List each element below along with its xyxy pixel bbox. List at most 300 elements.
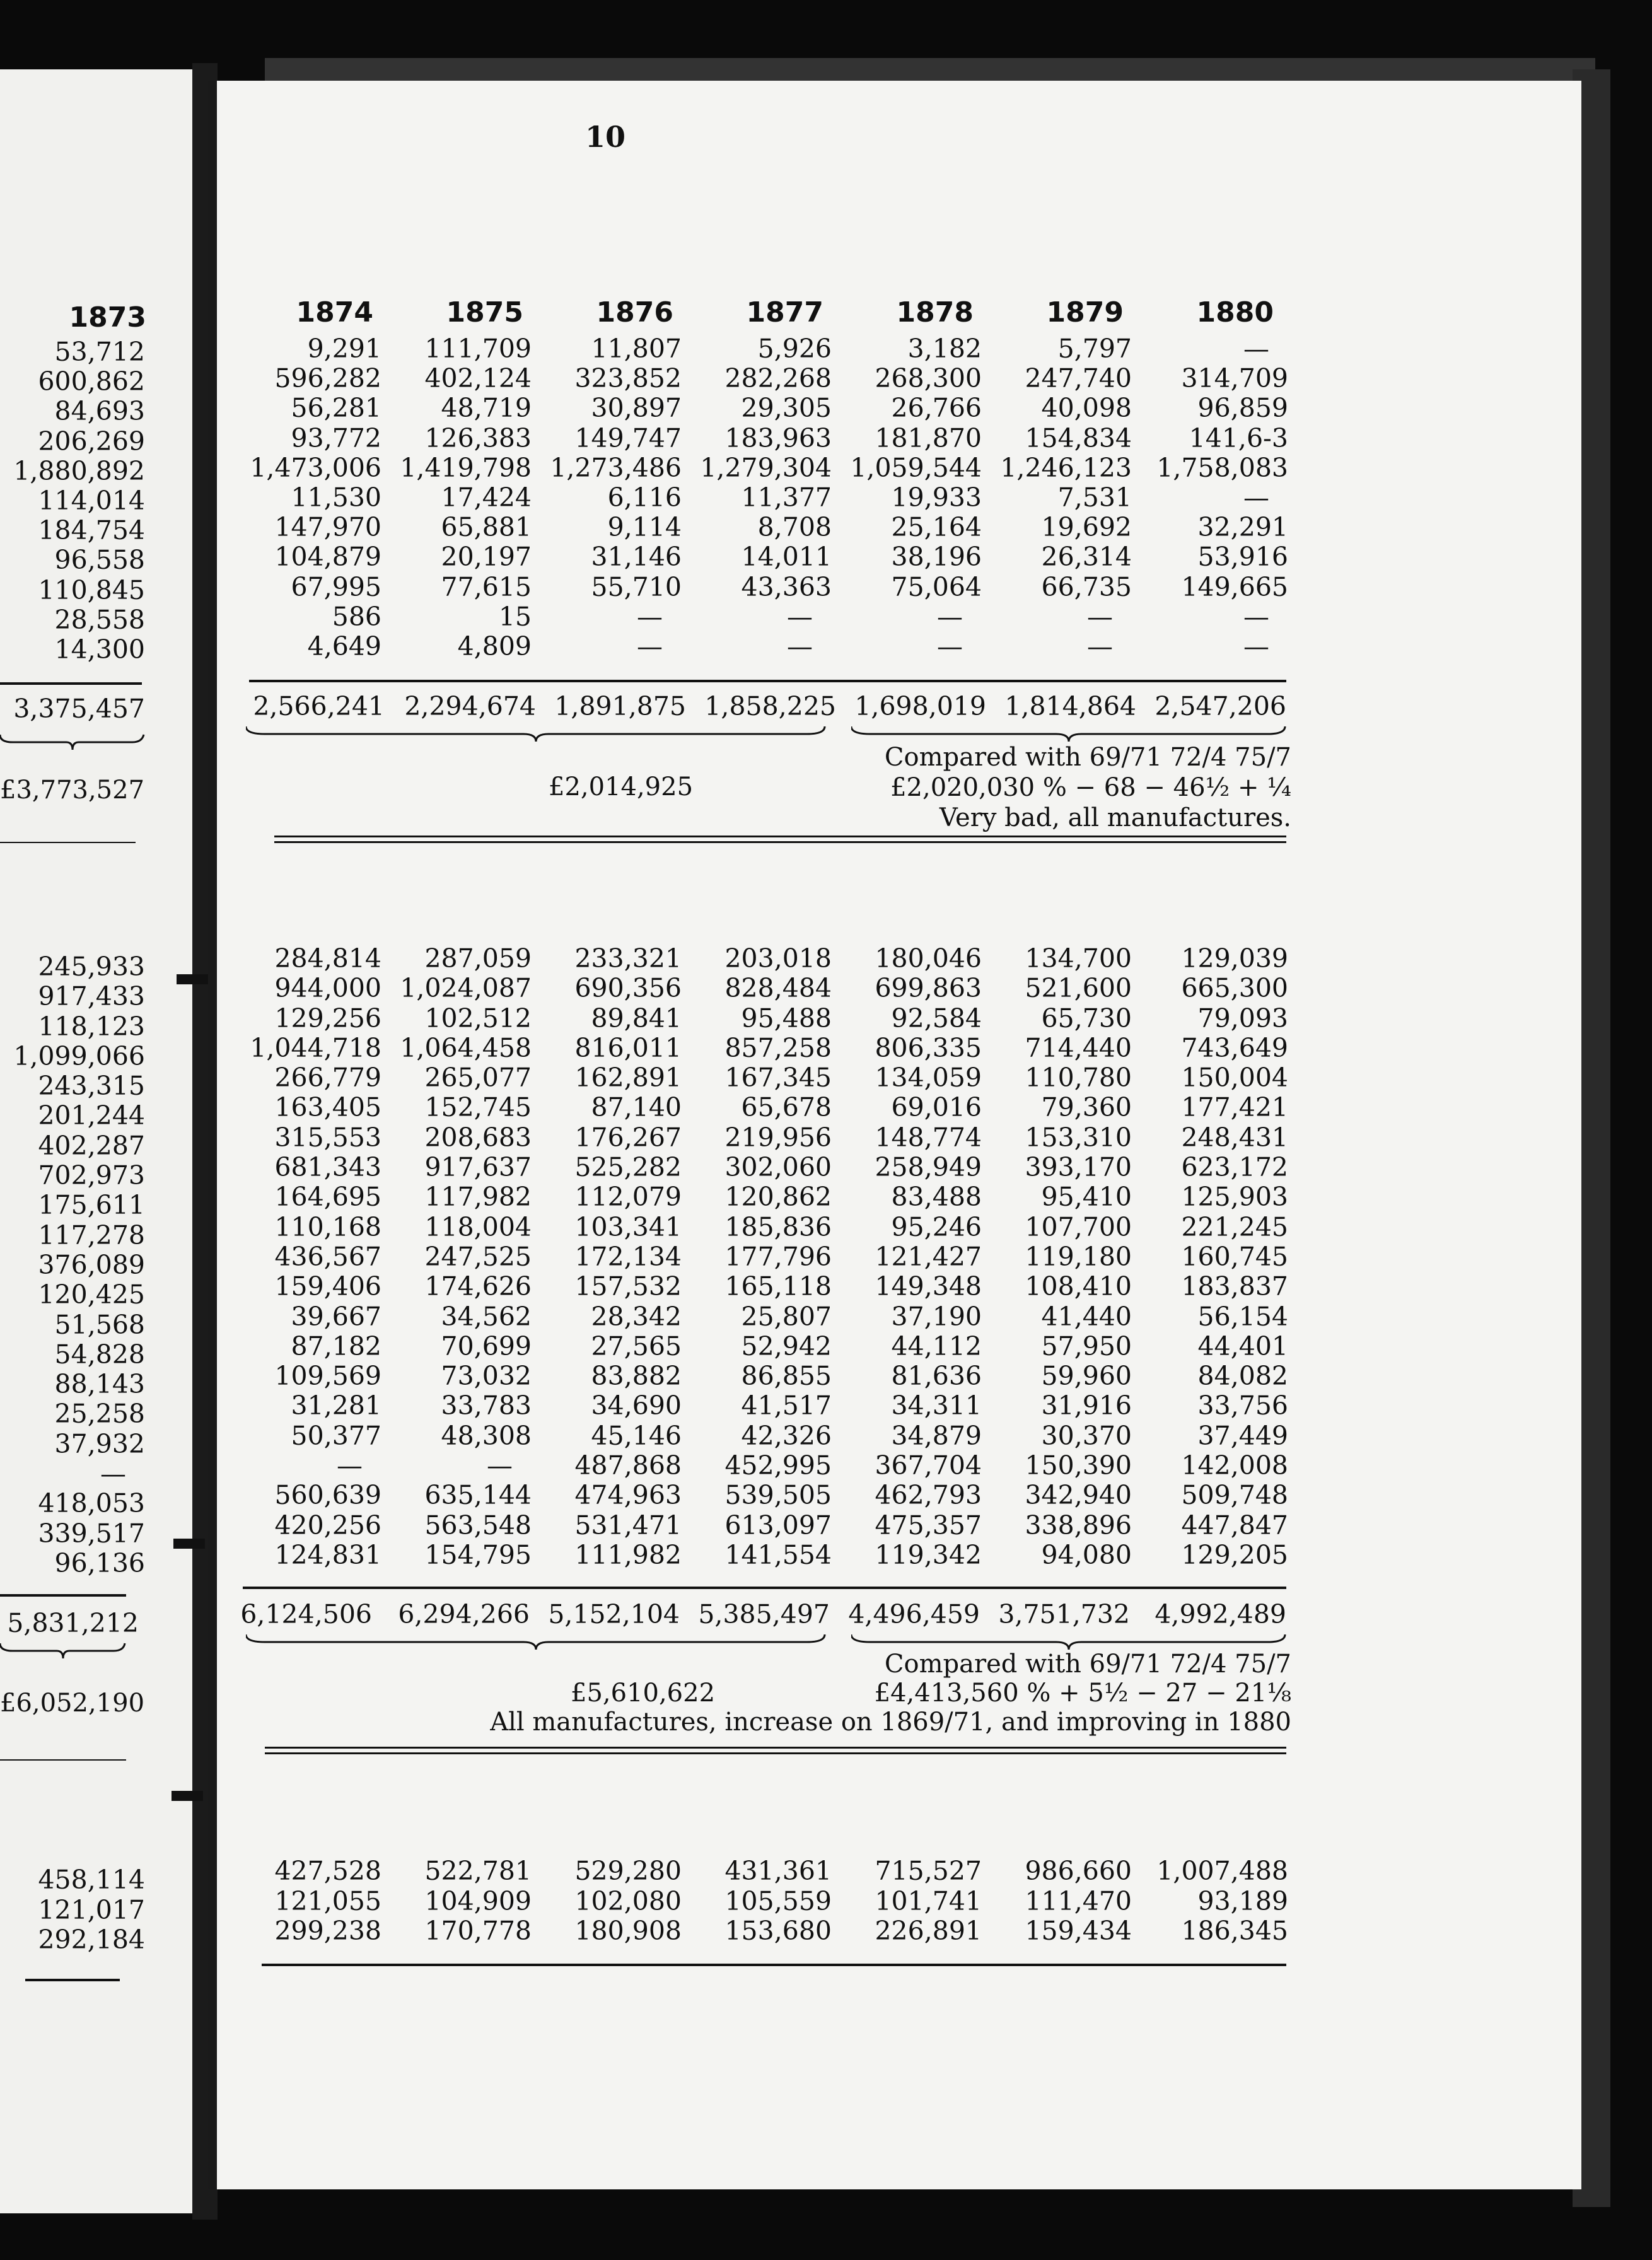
table-cell: 221,245 [1181,1211,1288,1242]
table-cell: — [337,1450,363,1481]
table-cell: 284,814 [274,943,381,974]
table-cell: 152,745 [424,1092,532,1123]
column-1875 [399,1856,532,1947]
table-cell: 38,196 [891,542,982,573]
table-cell: 51,568 [54,1309,145,1340]
closing-rule [25,1979,120,1981]
sum-rule [0,682,142,685]
group-brace [0,733,145,751]
table-cell: 26,314 [1041,542,1132,573]
table-cell: 75,064 [891,571,982,602]
table-cell: 1,059,544 [850,452,982,483]
table-cell: 539,505 [724,1480,832,1511]
table-cell: — [637,601,663,632]
table-cell: 531,471 [574,1510,682,1541]
table-cell: 108,410 [1025,1271,1132,1302]
total-1877-s1: 1,858,225 [704,691,836,721]
table-cell: 27,565 [591,1331,682,1361]
table-cell: 40,098 [1041,393,1132,424]
table-cell: 159,434 [1025,1916,1132,1946]
table-cell: 1,419,798 [400,452,532,483]
column-1880 [1156,944,1288,1570]
total-1880-s1: 2,547,206 [1155,691,1286,721]
table-cell: 37,932 [54,1428,145,1459]
table-cell: 33,783 [441,1390,532,1421]
table-cell: 635,144 [424,1480,532,1511]
table-cell: 56,154 [1197,1301,1288,1332]
table-cell: 134,059 [875,1063,982,1093]
table-cell: 31,281 [291,1390,381,1421]
page-top-edge [265,58,1595,81]
table-cell: 69,016 [891,1092,982,1123]
table-cell: 586 [332,601,381,632]
table-cell: 681,343 [274,1152,381,1183]
table-cell: 282,268 [724,363,832,394]
table-cell: 806,335 [875,1032,982,1063]
year-header-1875: 1875 [446,296,523,329]
table-cell: 1,024,087 [400,973,532,1004]
table-cell: 95,410 [1041,1182,1132,1213]
column-1879 [999,944,1132,1570]
table-cell: 248,431 [1181,1122,1288,1153]
table-cell: 163,405 [274,1092,381,1123]
table-cell: 55,710 [591,571,682,602]
table-cell: 28,342 [591,1301,682,1332]
table-cell: — [100,1459,126,1489]
table-cell: 28,558 [54,604,145,635]
table-cell: 177,421 [1181,1092,1288,1123]
table-cell: 1,279,304 [700,452,832,483]
section-divider [0,1759,126,1761]
table-cell: 154,834 [1025,422,1132,453]
table-cell: 159,406 [274,1271,381,1302]
table-cell: 53,916 [1197,542,1288,573]
column-1875 [399,334,532,661]
table-cell: 34,690 [591,1390,682,1421]
table-cell: 117,278 [38,1220,145,1250]
table-cell: 376,089 [38,1249,145,1280]
table-cell: 104,909 [424,1885,532,1916]
table-cell: 11,807 [591,334,682,364]
table-cell: 96,859 [1197,393,1288,424]
table-cell: 56,281 [291,393,381,424]
table-cell: — [787,631,813,661]
table-cell: 183,963 [724,422,832,453]
table-cell: 126,383 [424,422,532,453]
table-cell: 89,841 [591,1003,682,1034]
table-cell: 84,082 [1197,1361,1288,1392]
table-cell: 114,014 [38,485,145,516]
table-cell: 462,793 [875,1480,982,1511]
table-cell: 201,244 [38,1100,145,1131]
table-cell: 6,116 [607,482,682,513]
table-cell: 167,345 [724,1063,832,1093]
table-cell: 34,311 [891,1390,982,1421]
table-cell: 219,956 [724,1122,832,1153]
page-number: 10 [585,120,625,154]
sum-rule [0,1594,126,1597]
table-cell: 4,649 [307,631,381,661]
table-cell: 107,700 [1025,1211,1132,1242]
table-cell: 367,704 [875,1450,982,1481]
table-cell: 268,300 [875,363,982,394]
total-1879-s1: 1,814,864 [1004,691,1136,721]
year-header-1876: 1876 [596,296,673,329]
table-cell: 57,950 [1041,1331,1132,1361]
table-cell: 1,099,066 [13,1040,145,1071]
table-cell: 54,828 [54,1339,145,1370]
table-cell: 34,879 [891,1420,982,1451]
table-cell: 121,427 [875,1241,982,1272]
group-brace [246,1633,826,1651]
table-cell: 9,114 [607,512,682,543]
sum-rule [243,1587,1286,1589]
table-cell: 88,143 [54,1369,145,1400]
table-cell: 458,114 [38,1865,145,1895]
table-cell: 314,709 [1181,363,1288,394]
table-cell: 1,473,006 [250,452,381,483]
table-cell: 26,766 [891,393,982,424]
table-cell: 30,370 [1041,1420,1132,1451]
table-cell: — [1243,631,1269,661]
table-cell: 402,124 [424,363,532,394]
table-cell: 509,748 [1181,1480,1288,1511]
group-total-mid-s1: £2,014,925 [549,772,694,801]
table-cell: 247,525 [424,1241,532,1272]
table-cell: 917,433 [38,981,145,1012]
table-cell: — [937,601,963,632]
table-cell: 93,772 [291,422,381,453]
table-cell: 84,693 [54,396,145,427]
year-header-1880: 1880 [1196,296,1274,329]
table-cell: 124,831 [274,1539,381,1570]
section-divider [0,842,136,843]
table-cell: 702,973 [38,1160,145,1191]
total-1874-s1: 2,566,241 [253,691,385,721]
column-1878 [849,334,982,661]
table-cell: 118,123 [38,1011,145,1042]
table-cell: 29,305 [741,393,832,424]
sum-rule [249,680,1286,682]
table-cell: 95,488 [741,1003,832,1034]
group-total-mid-s2: £5,610,622 [571,1679,716,1708]
table-cell: 1,880,892 [13,455,145,486]
comparison-remark-s1: Very bad, all manufactures. [939,803,1291,832]
table-cell: 105,559 [724,1885,832,1916]
column-1878 [849,944,982,1570]
table-cell: 14,011 [741,542,832,573]
table-cell: 418,053 [38,1488,145,1519]
total-1875-s2: 6,294,266 [398,1599,530,1629]
table-cell: 65,678 [741,1092,832,1123]
table-cell: 45,146 [591,1420,682,1451]
table-cell: 87,140 [591,1092,682,1123]
total-1878-s2: 4,496,459 [848,1599,980,1629]
table-cell: 206,269 [38,426,145,457]
table-cell: 111,470 [1025,1885,1132,1916]
table-cell: 699,863 [875,973,982,1004]
table-cell: 447,847 [1181,1510,1288,1541]
table-cell: 79,360 [1041,1092,1132,1123]
table-cell: 393,170 [1025,1152,1132,1183]
table-cell: 11,530 [291,482,381,513]
table-cell: 117,982 [424,1182,532,1213]
table-cell: 339,517 [38,1518,145,1549]
table-cell: 8,708 [757,512,832,543]
column-1876 [549,1856,682,1947]
table-cell: 7,531 [1057,482,1132,513]
table-cell: 613,097 [724,1510,832,1541]
table-cell: 92,584 [891,1003,982,1034]
table-cell: 420,256 [274,1510,381,1541]
table-cell: 50,377 [291,1420,381,1451]
table-cell: 266,779 [274,1063,381,1093]
table-cell: 174,626 [424,1271,532,1302]
table-cell: 41,517 [741,1390,832,1421]
total-1876-s1: 1,891,875 [554,691,686,721]
column-1876 [549,944,682,1570]
table-cell: 110,168 [274,1211,381,1242]
table-cell: 177,796 [724,1241,832,1272]
table-cell: 87,182 [291,1331,381,1361]
total-1874-s2: 6,124,506 [240,1599,372,1629]
table-cell: 170,778 [424,1916,532,1946]
column-1875 [399,944,532,1570]
table-cell: — [937,631,963,661]
year-header-1873: 1873 [69,301,146,334]
table-cell: 247,740 [1025,363,1132,394]
table-cell: 233,321 [574,943,682,974]
table-cell: 186,345 [1181,1916,1288,1946]
table-cell: 94,080 [1041,1539,1132,1570]
table-cell: 37,449 [1197,1420,1288,1451]
table-cell: 828,484 [724,973,832,1004]
table-cell: 59,960 [1041,1361,1132,1392]
total-1878-s1: 1,698,019 [854,691,986,721]
table-cell: 129,256 [274,1003,381,1034]
table-cell: 31,146 [591,542,682,573]
table-cell: 258,949 [875,1152,982,1183]
year-header-1874: 1874 [296,296,373,329]
table-cell: — [1243,601,1269,632]
column-1874 [249,334,381,661]
table-cell: 119,342 [875,1539,982,1570]
comparison-heading-s2: Compared with 69/71 72/4 75/7 [884,1650,1291,1679]
table-cell: 292,184 [38,1925,145,1955]
table-cell: 95,246 [891,1211,982,1242]
table-cell: 157,532 [574,1271,682,1302]
table-cell: 148,774 [875,1122,982,1153]
column-1876 [549,334,682,661]
table-cell: 79,093 [1197,1003,1288,1034]
column-1879 [999,334,1132,661]
table-cell: 431,361 [724,1856,832,1886]
table-cell: 436,567 [274,1241,381,1272]
total-1876-s2: 5,152,104 [548,1599,680,1629]
table-cell: 402,287 [38,1130,145,1161]
column-1877 [699,944,832,1570]
table-cell: 17,424 [441,482,532,513]
table-cell: 714,440 [1025,1032,1132,1063]
table-cell: 185,836 [724,1211,832,1242]
table-cell: 323,852 [574,363,682,394]
table-cell: — [487,1450,513,1481]
table-cell: 153,680 [724,1916,832,1946]
table-cell: 65,730 [1041,1003,1132,1034]
table-cell: 129,205 [1181,1539,1288,1570]
table-cell: 690,356 [574,973,682,1004]
group-total-left-s2: £6,052,190 [0,1689,145,1718]
table-cell: 154,795 [424,1539,532,1570]
table-cell: 19,933 [891,482,982,513]
table-cell: 475,357 [875,1510,982,1541]
table-cell: 34,562 [441,1301,532,1332]
table-cell: — [637,631,663,661]
column-1877 [699,334,832,661]
table-cell: 33,756 [1197,1390,1288,1421]
table-cell: 15 [498,601,532,632]
table-cell: 1,273,486 [550,452,682,483]
column-1878 [849,1856,982,1947]
table-cell: 111,709 [424,334,532,364]
table-cell: 160,745 [1181,1241,1288,1272]
table-cell: 175,611 [38,1190,145,1221]
year-header-1879: 1879 [1046,296,1124,329]
table-cell: 315,553 [274,1122,381,1153]
table-cell: 5,926 [757,334,832,364]
group-brace [851,1633,1286,1651]
table-cell: 986,660 [1025,1856,1132,1886]
column-1880 [1156,334,1288,661]
table-cell: 150,390 [1025,1450,1132,1481]
table-cell: 134,700 [1025,943,1132,974]
table-cell: 102,512 [424,1003,532,1034]
table-cell: 3,182 [907,334,982,364]
table-cell: 31,916 [1041,1390,1132,1421]
table-cell: 715,527 [875,1856,982,1886]
table-cell: 121,017 [38,1894,145,1925]
table-cell: 172,134 [574,1241,682,1272]
table-cell: 53,712 [54,337,145,367]
table-cell: 141,6-3 [1189,422,1288,453]
table-cell: 183,837 [1181,1271,1288,1302]
table-cell: 743,649 [1181,1032,1288,1063]
table-cell: 149,665 [1181,571,1288,602]
total-1880-s2: 4,992,489 [1155,1599,1286,1629]
total-1873-s1: 3,375,457 [13,694,145,724]
table-cell: 1,044,718 [250,1032,381,1063]
table-cell: 176,267 [574,1122,682,1153]
table-cell: 427,528 [274,1856,381,1886]
table-cell: 102,080 [574,1885,682,1916]
table-cell: 39,667 [291,1301,381,1332]
table-cell: 81,636 [891,1361,982,1392]
table-cell: 208,683 [424,1122,532,1153]
total-1873-s2: 5,831,212 [7,1608,139,1638]
table-cell: 243,315 [38,1071,145,1102]
table-cell: 245,933 [38,952,145,982]
column-1873 [13,1865,145,1955]
table-cell: 14,300 [54,634,145,665]
table-cell: 180,046 [875,943,982,974]
table-cell: 120,862 [724,1182,832,1213]
table-cell: 487,868 [574,1450,682,1481]
table-cell: 162,891 [574,1063,682,1093]
table-cell: 19,692 [1041,512,1132,543]
table-cell: 1,007,488 [1156,1856,1288,1886]
comparison-heading-s1: Compared with 69/71 72/4 75/7 [884,743,1291,772]
table-cell: 9,291 [307,334,381,364]
table-cell: 111,982 [574,1539,682,1570]
binding-thread [173,1539,205,1549]
table-cell: 73,032 [441,1361,532,1392]
table-cell: 1,064,458 [400,1032,532,1063]
table-cell: 30,897 [591,393,682,424]
table-cell: 32,291 [1197,512,1288,543]
total-1877-s2: 5,385,497 [698,1599,830,1629]
table-cell: 86,855 [741,1361,832,1392]
closing-rule [262,1964,1286,1966]
table-cell: 96,558 [54,545,145,576]
table-cell: 67,995 [291,571,381,602]
comparison-values-s1: £2,020,030 % − 68 − 46½ + ¼ [890,773,1291,802]
column-1873 [13,952,145,1578]
table-cell: 525,282 [574,1152,682,1183]
table-cell: 623,172 [1181,1152,1288,1183]
table-cell: 112,079 [574,1182,682,1213]
total-1879-s2: 3,751,732 [998,1599,1130,1629]
group-brace [0,1642,126,1660]
table-cell: 452,995 [724,1450,832,1481]
table-cell: 265,077 [424,1063,532,1093]
table-cell: 121,055 [274,1885,381,1916]
table-cell: 120,425 [38,1279,145,1310]
table-cell: 96,136 [54,1547,145,1578]
table-cell: 150,004 [1181,1063,1288,1093]
table-cell: 338,896 [1025,1510,1132,1541]
table-cell: 118,004 [424,1211,532,1242]
table-cell: 142,008 [1181,1450,1288,1481]
table-cell: 66,735 [1041,571,1132,602]
group-brace [246,725,826,743]
table-cell: 11,377 [741,482,832,513]
table-cell: 119,180 [1025,1241,1132,1272]
table-cell: 25,807 [741,1301,832,1332]
table-cell: 287,059 [424,943,532,974]
section-divider [274,836,1286,843]
table-cell: 42,326 [741,1420,832,1451]
table-cell: 4,809 [457,631,532,661]
table-cell: 103,341 [574,1211,682,1242]
table-cell: 101,741 [875,1885,982,1916]
total-1875-s1: 2,294,674 [404,691,536,721]
table-cell: 299,238 [274,1916,381,1946]
table-cell: 70,699 [441,1331,532,1361]
comparison-remark-s2: All manufactures, increase on 1869/71, and improving in 1880 [490,1708,1291,1737]
column-1873 [13,337,145,665]
table-cell: 596,282 [274,363,381,394]
table-cell: 104,879 [274,542,381,573]
table-cell: 65,881 [441,512,532,543]
table-cell: 563,548 [424,1510,532,1541]
table-cell: 1,246,123 [1000,452,1132,483]
year-header-1878: 1878 [896,296,974,329]
table-cell: 302,060 [724,1152,832,1183]
table-cell: 52,942 [741,1331,832,1361]
table-cell: 44,401 [1197,1331,1288,1361]
table-cell: 5,797 [1057,334,1132,364]
table-cell: 25,258 [54,1399,145,1430]
